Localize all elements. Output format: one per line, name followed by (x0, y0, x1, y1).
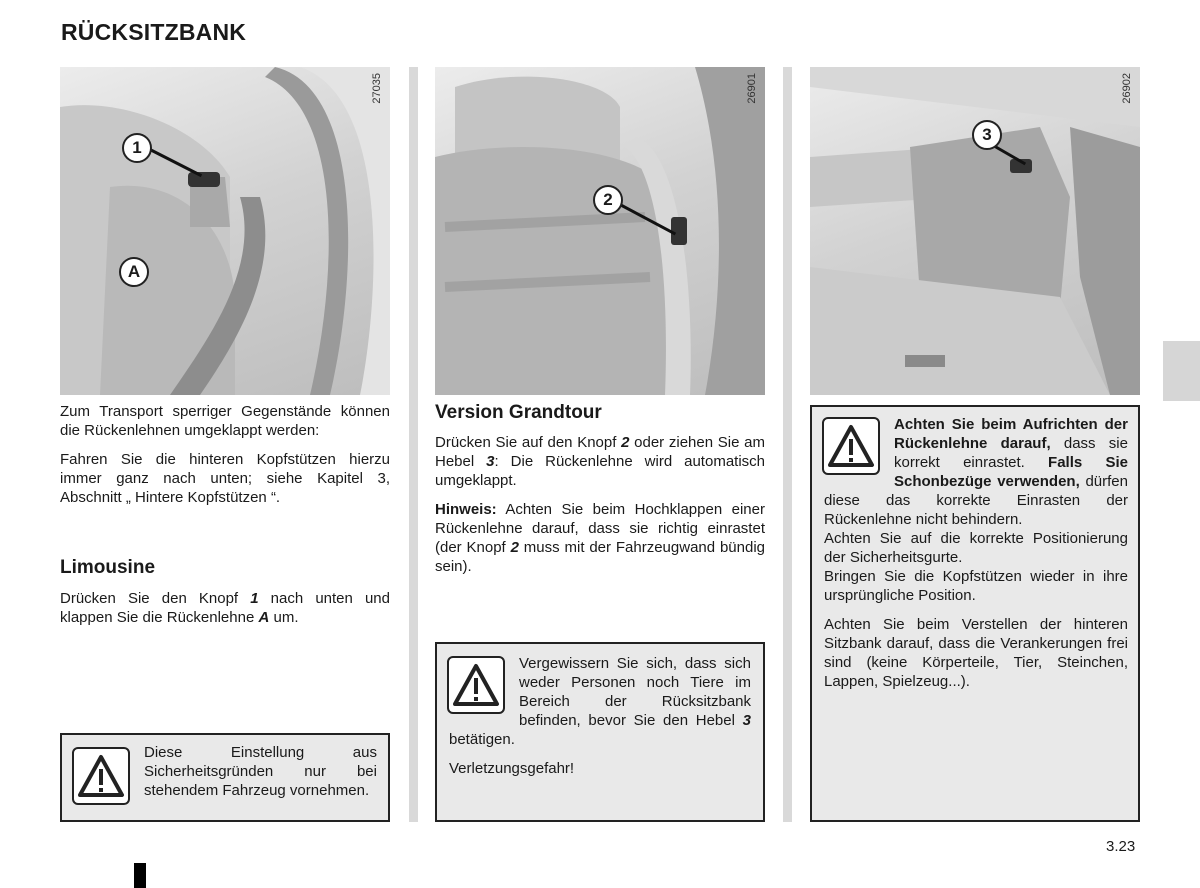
text-run: um. (269, 609, 299, 626)
paragraph-headrests: Fahren Sie die hinteren Kopfstützen hierzu immer ganz nach unten; siehe Kapitel 3, Abschnitt „ Hintere Kopfstützen “. (60, 451, 390, 506)
icon-float-spacer (449, 654, 519, 724)
warning-injury-risk: Verletzungsgefahr! (449, 760, 575, 777)
ref-knob-1: 1 (250, 590, 259, 607)
col2-text (435, 433, 765, 586)
chapter-tab (1163, 341, 1200, 401)
warning-text-2 (449, 654, 751, 778)
paragraph-note (435, 500, 765, 576)
ref-knob-2: 2 (621, 434, 630, 451)
col1-text (60, 402, 390, 517)
text-run: Achten Sie beim Hochklappen einer Rückenlehne darauf, dass sie richtig einrastet (der Knopf (435, 501, 765, 556)
column-separator-1 (409, 67, 418, 822)
warning-box-1 (60, 733, 390, 822)
text-run: betätigen. (449, 731, 515, 748)
callout-1: 1 (122, 133, 152, 163)
callout-3: 3 (972, 120, 1002, 150)
text-run: Drücken Sie auf den Knopf (435, 434, 622, 451)
ref-knob-2: 2 (510, 539, 519, 556)
text-run: : Die Rückenlehne wird automatisch umgeklappt. (435, 453, 765, 489)
heading-version-grandtour: Version Grandtour (435, 402, 602, 423)
photo-illustration-1 (60, 67, 390, 395)
callout-2: 2 (593, 185, 623, 215)
warning-box-3 (810, 405, 1140, 822)
text-run: Drücken Sie den Knopf (60, 590, 251, 607)
warning-anchorages: Achten Sie beim Verstellen der hinteren Sitzbank darauf, dass die Verankerungen frei sind (keine Körperteile, Tier, Steinchen, Lappen, Spielzeug...). (824, 616, 1128, 690)
photo-illustration-3 (810, 67, 1140, 395)
paragraph-limousine (60, 589, 390, 627)
ref-backrest-A: A (258, 609, 270, 626)
text-run: dass sie korrekt einrastet. (894, 435, 1128, 471)
photo-rear-seat-grandtour (435, 67, 765, 395)
warning-triangle-icon (72, 747, 130, 805)
icon-float-spacer (824, 415, 894, 479)
photo-illustration-2 (435, 67, 765, 395)
ref-lever-3: 3 (486, 453, 495, 470)
crop-marker (134, 863, 146, 888)
photo-trunk-grandtour (810, 67, 1140, 395)
warning-bold-1: Achten Sie beim Aufrichten der Rückenlehne darauf, (894, 416, 1128, 452)
warning-headrests: Bringen Sie die Kopfstützen wieder in ihre ursprüngliche Position. (824, 568, 1128, 604)
warning-seatbelts: Achten Sie auf die korrekte Positionierung der Sicherheitsgurte. (824, 530, 1128, 566)
column-separator-2 (783, 67, 792, 822)
page-title: RÜCKSITZBANK (61, 19, 247, 45)
image-code: 26901 (746, 73, 758, 104)
photo-rear-seat-limousine (60, 67, 390, 395)
image-code: 26902 (1121, 73, 1133, 104)
paragraph-grandtour (435, 433, 765, 490)
image-code: 27035 (371, 73, 383, 104)
paragraph-intro: Zum Transport sperriger Gegenstände können die Rückenlehnen umgeklappt werden: (60, 403, 390, 439)
heading-limousine: Limousine (60, 557, 156, 578)
warning-bold-2: Falls Sie Schonbezüge verwenden, (894, 454, 1128, 490)
text-run: muss mit der Fahrzeugwand bündig sein). (435, 539, 765, 575)
warning-box-2 (435, 642, 765, 822)
ref-lever-3: 3 (742, 712, 751, 729)
page-number: 3.23 (1106, 838, 1136, 855)
note-label: Hinweis: (435, 501, 497, 518)
text-run: oder ziehen Sie am Hebel (435, 434, 765, 470)
text-run: dürfen diese das korrekte Einrasten der Rückenlehne nicht behindern. (824, 473, 1128, 528)
warning-text-3 (824, 415, 1128, 691)
warning-text-1: Diese Einstellung aus Sicherheitsgründen nur bei stehendem Fahrzeug vornehmen. (144, 744, 377, 799)
text-run: Vergewissern Sie sich, dass sich weder Personen noch Tiere im Bereich der Rücksitzbank befinden, bevor Sie den Hebel (519, 655, 751, 729)
callout-A: A (119, 257, 149, 287)
text-run: nach unten und klappen Sie die Rückenlehne (60, 590, 390, 626)
